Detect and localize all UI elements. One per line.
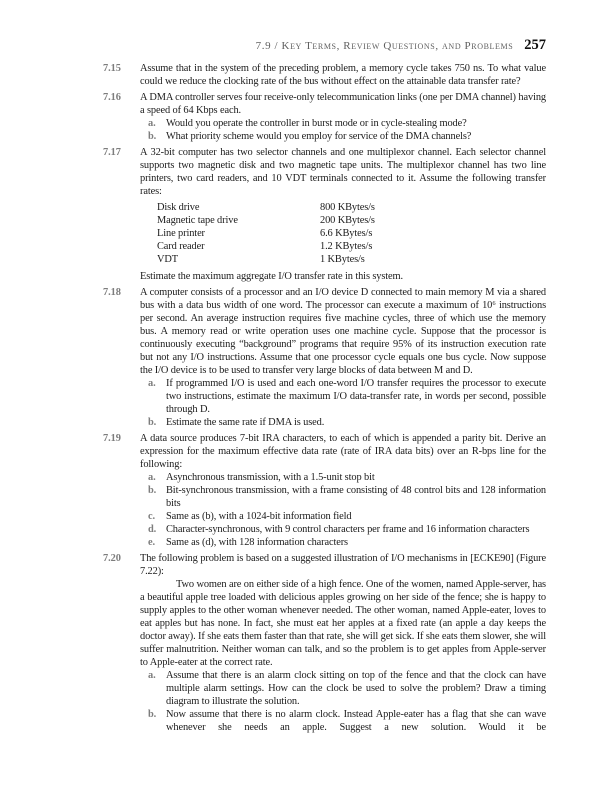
subitem-text: Same as (b), with a 1024-bit information field — [166, 511, 352, 522]
subitem-label: a. — [148, 670, 156, 681]
problem-number: 7.20 — [103, 553, 121, 564]
transfer-rate: 1 KBytes/s — [320, 254, 365, 265]
device-name: Card reader — [157, 241, 205, 252]
subitem-b — [148, 484, 546, 510]
subitem-text: Same as (d), with 128 information characters — [166, 537, 348, 548]
subitem-a — [148, 471, 546, 484]
subitem-a — [148, 669, 546, 708]
problem-text: A computer consists of a processor and an I/O device D connected to main memory M via a shared bus with a data bus width of one word. The processor can execute a maximum of 10⁶ instructions per second. An average instruction requires five machine cycles, three of which use the memory bus. A memory read or write operation uses one machine cycle. Suppose that the processor is continuously executing “background” programs that require 95% of its instruction execution rate but not any I/O instructions. Assume that one processor cycle equals one bus cycle. Now suppose the I/O device is to be used to transfer very large blocks of data between M and D. — [140, 287, 546, 376]
problem-7-19 — [103, 432, 546, 549]
subitem-text: What priority scheme would you employ for service of the DMA channels? — [166, 131, 472, 142]
subitem-text: Would you operate the controller in burst mode or in cycle-stealing mode? — [166, 118, 467, 129]
table-row — [157, 201, 546, 214]
transfer-rate: 800 KBytes/s — [320, 202, 375, 213]
problem-7-16 — [103, 91, 546, 143]
subitem-text: Bit-synchronous transmission, with a frame consisting of 48 control bits and 128 information bits — [166, 485, 546, 509]
table-row — [157, 240, 546, 253]
subitem-label: e. — [148, 537, 155, 548]
problem-text: A data source produces 7-bit IRA characters, to each of which is appended a parity bit. Derive an expression for the maximum effective data rate (rate of IRA data bits) over an R-bps line for the following: — [140, 433, 546, 470]
subitem-label: b. — [148, 709, 157, 720]
subitem-label: c. — [148, 511, 155, 522]
problem-body — [140, 552, 546, 734]
story-paragraph: Two women are on either side of a high fence. One of the women, named Apple-server, has a beautiful apple tree loaded with delicious apples growing on her side of the fence; she is happy to supply apples to the other woman whenever needed. The other woman, named Apple-eater, loves to eat apples but has none. In fact, she must eat her apples at a fixed rate (an apple a day keeps the doctor away). If she eats them faster than that rate, she will get sick. If she eats them slower, she will suffer malnutrition. Neither woman can talk, and so the problem is to get apples from Apple-server to Apple-eater at the correct rate. — [140, 579, 546, 668]
problem-text: A DMA controller serves four receive-only telecommunication links (one per DMA channel) having a speed of 64 Kbps each. — [140, 92, 546, 116]
problem-text: A 32-bit computer has two selector channels and one multiplexor channel. Each selector channel supports two magnetic disk and two magnetic tape units. The multiplexor channel has two line printers, two card readers, and 10 VDT terminals connected to it. Assume the following transfer rates: — [140, 147, 546, 197]
subitem-label: d. — [148, 524, 157, 535]
transfer-rate: 1.2 KBytes/s — [320, 241, 373, 252]
transfer-rate: 200 KBytes/s — [320, 215, 375, 226]
subitem-label: b. — [148, 417, 157, 428]
problem-number: 7.16 — [103, 92, 121, 103]
subitem-label: a. — [148, 118, 156, 129]
table-row — [157, 227, 546, 240]
subitem-label: b. — [148, 131, 157, 142]
transfer-rate-table — [157, 201, 546, 266]
subitem-b — [148, 130, 546, 143]
device-name: Line printer — [157, 228, 205, 239]
table-row — [157, 253, 546, 266]
section-title: 7.9 / Key Terms, Review Questions, and Problems — [255, 40, 514, 52]
running-head — [0, 36, 546, 54]
subitem-label: a. — [148, 472, 156, 483]
device-name: Magnetic tape drive — [157, 215, 238, 226]
problem-body — [140, 286, 546, 429]
subitem-text: Asynchronous transmission, with a 1.5-unit stop bit — [166, 472, 375, 483]
problem-number: 7.18 — [103, 287, 121, 298]
device-name: VDT — [157, 254, 178, 265]
problem-body — [140, 146, 546, 283]
problem-body — [140, 432, 546, 549]
subitem-text: If programmed I/O is used and each one-word I/O transfer requires the processor to execute two instructions, estimate the maximum I/O data-transfer rate, in words per second, possible through D. — [166, 378, 546, 415]
subitem-e — [148, 536, 546, 549]
problem-7-18 — [103, 286, 546, 429]
problem-7-20 — [103, 552, 546, 734]
problem-body — [140, 62, 546, 88]
problem-number: 7.17 — [103, 147, 121, 158]
problem-text: Assume that in the system of the preceding problem, a memory cycle takes 750 ns. To what value could we reduce the clocking rate of the bus without effect on the attainable data transfer rate? — [140, 63, 546, 87]
subitem-a — [148, 117, 546, 130]
subitem-label: b. — [148, 485, 157, 496]
problem-number: 7.15 — [103, 63, 121, 74]
problem-body — [140, 91, 546, 143]
problems-list — [103, 62, 546, 737]
subitem-label: a. — [148, 378, 156, 389]
closing-text: Estimate the maximum aggregate I/O transfer rate in this system. — [140, 271, 403, 282]
table-row — [157, 214, 546, 227]
subitem-a — [148, 377, 546, 416]
subitem-c — [148, 510, 546, 523]
subitem-b — [148, 416, 546, 429]
subitem-text: Assume that there is an alarm clock sitting on top of the fence and that the clock can have multiple alarm settings. How can the clock be used to solve the problem? Draw a timing diagram to illustrate the solution. — [166, 670, 546, 707]
subitem-text: Character-synchronous, with 9 control characters per frame and 16 information characters — [166, 524, 530, 535]
subitem-d — [148, 523, 546, 536]
problem-7-15 — [103, 62, 546, 88]
device-name: Disk drive — [157, 202, 200, 213]
subitem-text: Estimate the same rate if DMA is used. — [166, 417, 325, 428]
page-number: 257 — [524, 37, 546, 53]
problem-number: 7.19 — [103, 433, 121, 444]
problem-7-17 — [103, 146, 546, 283]
transfer-rate: 6.6 KBytes/s — [320, 228, 373, 239]
subitem-b — [148, 708, 546, 734]
subitem-text: Now assume that there is no alarm clock. Instead Apple-eater has a flag that she can wave whenever she needs an apple. Suggest a new solution. Would it be — [166, 709, 546, 733]
problem-text: The following problem is based on a suggested illustration of I/O mechanisms in [ECKE90] (Figure 7.22): — [140, 553, 546, 577]
